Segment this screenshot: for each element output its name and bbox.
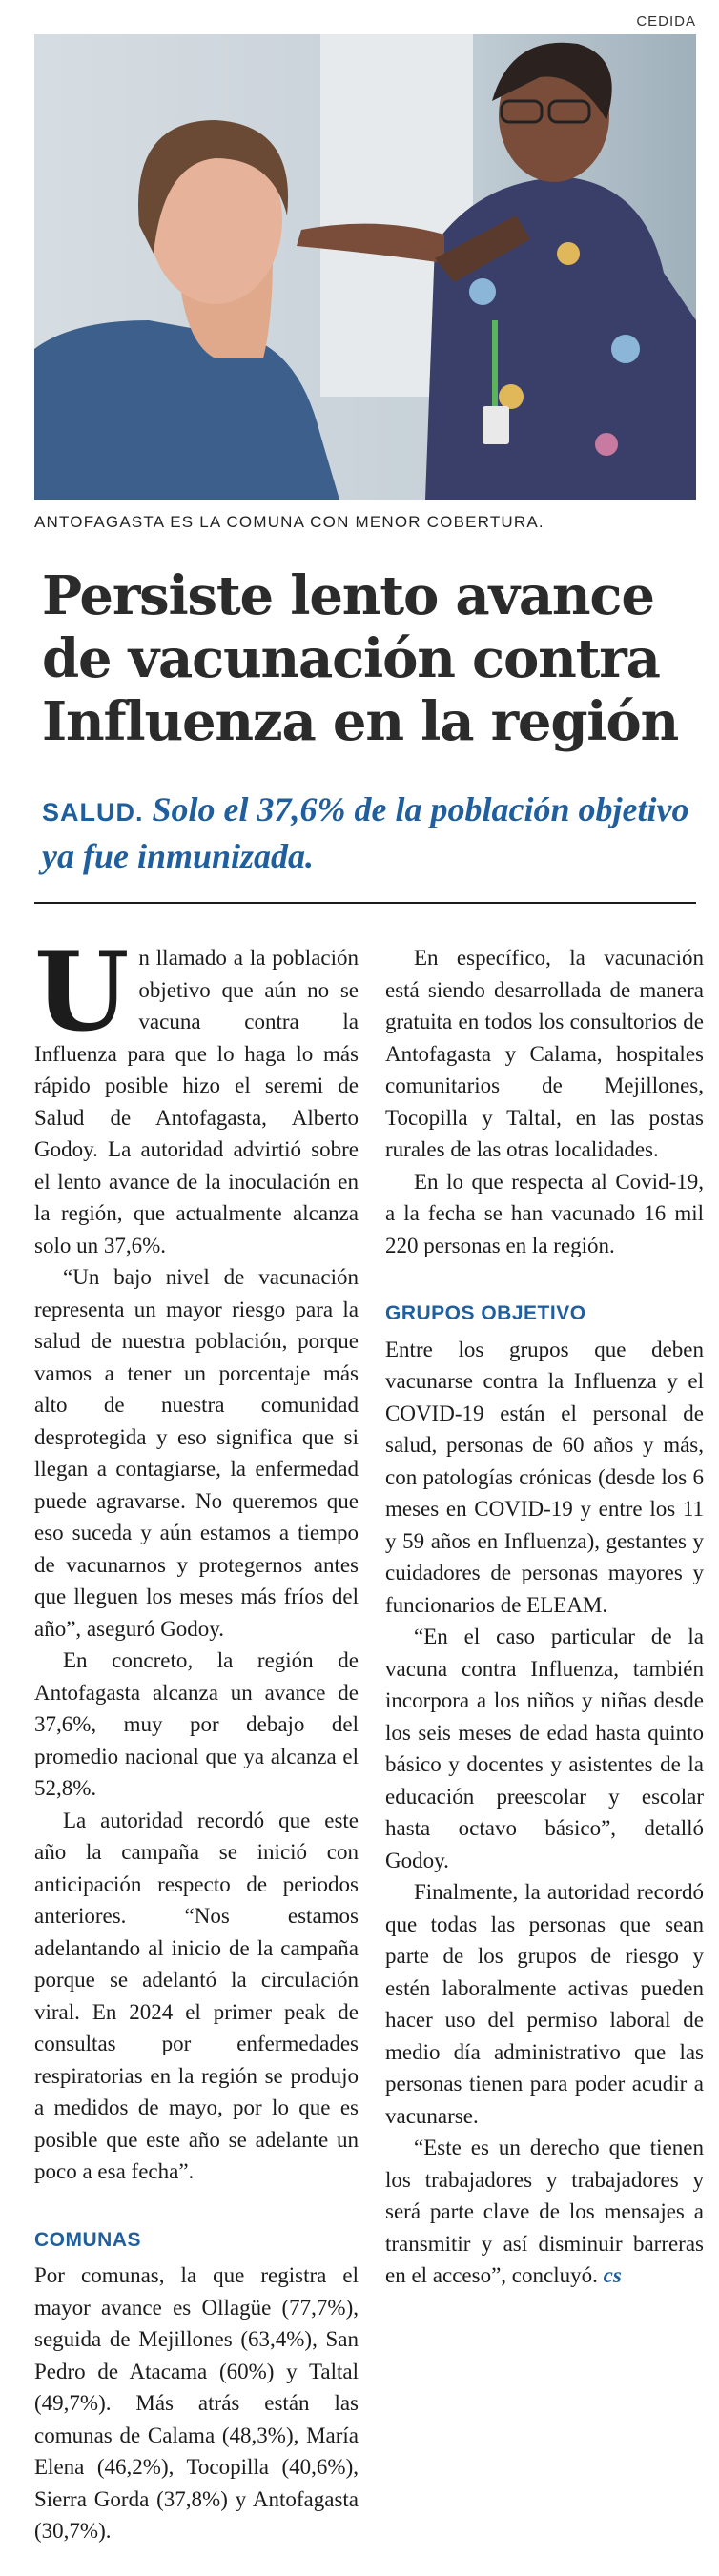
article-paragraph-7: En lo que respecta al Covid-19, a la fecha se han vacunado 16 mil 220 personas en la región. (385, 1169, 704, 1257)
article-paragraph-9: “En el caso particular de la vacuna contra Influenza, también incorpora a los niños y niñas desde los seis meses de edad hasta quinto básico y docentes y asistentes de la educación preescolar y escolar hasta octavo básico”, detalló Godoy. (385, 1625, 704, 1872)
article-column-left (34, 928, 359, 2547)
headline: Persiste lento avance de vacunación contra Influenza en la región (42, 564, 679, 753)
article-paragraph-11 (385, 2132, 704, 2292)
article-paragraph-3: En concreto, la región de Antofagasta alcanza un avance de 37,6%, muy por debajo del promedio nacional que ya alcanza el 52,8%. (34, 1648, 359, 1800)
paragraph-text: “Este es un derecho que tienen los trabajadores y trabajadores y será parte clave de los mensajes a transmitir y así disminuir barreras en el acceso”, concluyó. (385, 2136, 704, 2287)
paragraph-text: n llamado a la población objetivo que aún no se vacuna contra la Influenza para que lo haga lo más rápido posible hizo el seremi de Salud de Antofagasta, Alberto Godoy. La autoridad advirtió sobre el lento avance de la inoculación en la región, que actualmente alcanza solo un 37,6%. (34, 946, 359, 1257)
article-paragraph-10: Finalmente, la autoridad recordó que todas las personas que sean parte de los grupos de riesgo y estén laboralmente activas pueden hacer uso del permiso laboral de medio día administrativo que las personas tienen para poder acudir a vacunarse. (385, 1880, 704, 2128)
photo-credit: CEDIDA (636, 13, 696, 30)
article-photo (34, 34, 696, 500)
vaccination-illustration (34, 34, 696, 500)
article-paragraph-8: Entre los grupos que deben vacunarse contra la Influenza y el COVID-19 están el personal de salud, personas de 60 años y más, con patologías crónicas (desde los 6 meses en COVID-19 y entre los 11 y 59 años en Influenza), gestantes y cuidadores de personas mayores y funcionarios de ELEAM. (385, 1337, 704, 1617)
deck (42, 787, 690, 878)
article-paragraph-1 (34, 928, 359, 1261)
subhead-grupos-objetivo: GRUPOS OBJETIVO (385, 1302, 586, 1324)
section-tag: SALUD. (42, 798, 144, 827)
article-paragraph-2: “Un bajo nivel de vacunación representa un mayor riesgo para la salud de nuestra población, porque vamos a tener un porcentaje más alto de nuestra comunidad desprotegida y eso significa que si llegan a contagiarse, la enfermedad puede agravarse. No queremos que eso suceda y aún estamos a tiempo de vacunarnos y protegernos antes que lleguen los meses más fríos del año”, aseguró Godoy. (34, 1265, 359, 1641)
article-paragraph-4: La autoridad recordó que este año la campaña se inició con anticipación respecto de periodos anteriores. “Nos estamos adelantando al inicio de la campaña porque se adelantó la circulación viral. En 2024 el primer peak de consultas por enfermedades respiratorias en la región se produjo a medidos de mayo, por lo que es posible que este año se adelante un poco a esa fecha”. (34, 1808, 359, 2183)
photo-caption: ANTOFAGASTA ES LA COMUNA CON MENOR COBERTURA. (34, 513, 544, 531)
deck-text: Solo el 37,6% de la población objetivo ya fue inmunizada. (42, 790, 689, 875)
divider-rule (34, 902, 696, 904)
drop-cap: U (34, 928, 130, 1055)
subhead-comunas: COMUNAS (34, 2228, 141, 2251)
article-column-right (385, 942, 704, 2292)
article-paragraph-6: En específico, la vacunación está siendo desarrollada de manera gratuita en todos los consultorios de Antofagasta y Calama, hospitales comunitarios de Mejillones, Tocopilla y Taltal, en las postas rurales de las otras localidades. (385, 946, 704, 1161)
end-mark-icon: cs (603, 2263, 622, 2287)
article-paragraph-5: Por comunas, la que registra el mayor avance es Ollagüe (77,7%), seguida de Mejillones (63,4%), San Pedro de Atacama (60%) y Taltal (49,7%). Más atrás están las comunas de Calama (48,3%), María Elena (46,2%), Tocopilla (40,6%), Sierra Gorda (37,8%) y Antofagasta (30,7%). (34, 2263, 359, 2543)
